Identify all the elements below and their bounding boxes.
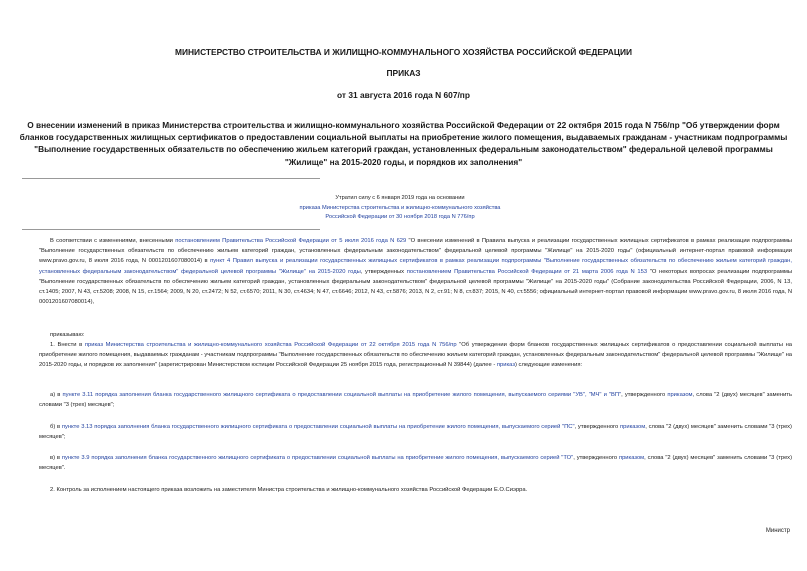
doc-type-heading: ПРИКАЗ [386, 68, 421, 78]
item1-link-1[interactable]: приказ Министерства строительства и жилищно-коммунального хозяйства Российской Федерации от 22 октября 2015 года N 756/пр [84, 342, 457, 348]
signature-title: Министр [765, 528, 790, 534]
preamble-paragraph [39, 236, 792, 307]
void-notice-link-line2[interactable]: приказа Министерства строительства и жилищно-коммунального хозяйства [299, 204, 501, 211]
order-word [39, 330, 792, 340]
suba-link-1[interactable]: пункте 3.11 порядка заполнения бланка государственного жилищного сертификата о предоставлении социальной выплаты на приобретение жилого помещения, выпускаемого сериями "УВ", "МЧ" и "ВП" [62, 392, 622, 398]
subb-text-2: , утвержденного [574, 424, 620, 430]
subject-text-pre: О внесении изменений в [27, 120, 132, 130]
item-1-paragraph [39, 340, 792, 371]
subitem-v-paragraph [39, 453, 792, 473]
divider-bottom [22, 229, 320, 230]
item2-text: 2. Контроль за исполнением настоящего приказа возложить на заместителя Министра строительства и жилищно-коммунального хозяйства Российской Федерации Е.О.Сиэрра. [50, 487, 528, 493]
subb-text-3: , слова "2 (двух) месяцев" заменить словами "3 (трех) месяцев"; [39, 424, 792, 441]
preamble-link-1[interactable]: постановлением Правительства Российской Федерации от 5 июля 2016 года N 629 [175, 238, 407, 244]
order-word-text: приказываю: [50, 332, 85, 338]
preamble-text-4: "О некоторых вопросах реализации подпрограммы "Выполнение государственных обязательств по обеспечению жильем категорий граждан, установленных федеральным законодательством" федеральной целевой программы "Жилище" на 2015-2020 годы" (Собрание законодательства Российской Федерации, 2006, N 13, ст.1405; 2007, N 43, ст.5208; 2008, N 15, ст.1564; 2009, N 20, ст.2472; N 52, ст.6570; 2011, N 30, ст.4634; N 47, ст.6646; 2012, N 43, ст.5876; 2013, N 2, ст.91; N 8, ст.837; 2015, N 40, ст.5556; официальный интернет-портал правовой информации www.pravo.gov.ru, 8 июля 2016 года, N 0001201607080014), [39, 268, 792, 306]
preamble-text-1: В соответствии с изменениями, внесенными [50, 238, 176, 244]
subv-text-2: , утвержденного [573, 455, 619, 461]
suba-text-1: а) в [50, 392, 63, 398]
item1-text-2: "Об утверждении форм бланков государственных жилищных сертификатов о предоставлении социальной выплаты на приобретение жилого помещения, выдаваемых гражданам - участникам подпрограммы "Выполнение государственных обязательств по обеспечению жильем категорий граждан, установленных федеральным законодательством" федеральной целевой программы "Жилище" на 2015-2020 годы, и порядков их заполнения" (зарегистрирован Министерством юстиции Российской Федерации 25 ноября 2015 года, регистрационный N 39844) (далее - [39, 342, 792, 369]
preamble-link-3[interactable]: постановлением Правительства Российской Федерации от 21 марта 2006 года N 153 [406, 268, 648, 275]
suba-text-2: , утвержденного [621, 392, 668, 398]
item1-link-2[interactable]: приказ [496, 362, 516, 369]
subb-text-1: б) в [50, 424, 62, 430]
void-notice [250, 194, 550, 223]
void-notice-line1: Утратил силу с 6 января 2019 года на основании [335, 195, 465, 201]
preamble-text-3: , утвержденных [360, 268, 407, 275]
subv-text-1: в) в [50, 455, 62, 461]
subb-link-2[interactable]: приказом [620, 424, 646, 430]
subitem-a-paragraph [39, 390, 792, 410]
suba-link-2[interactable]: приказом [667, 392, 693, 398]
date-number-heading: от 31 августа 2016 года N 607/пр [337, 90, 470, 100]
subject-text-post: "Об утверждении форм бланков государственных жилищных сертификатов о предоставлении социальной выплаты на приобретение жилого помещения, выдаваемых гражданам - участникам подпрограммы "Выполнение государственных обязательств по обеспечению жильем категорий граждан, установленных федеральным законодательством" федеральной целевой программы "Жилище" на 2015-2020 годы, и порядков их заполнения" [19, 120, 788, 167]
item1-text-1: 1. Внести в [50, 342, 85, 348]
subv-link-1[interactable]: пункте 3.9 порядка заполнения бланка государственного жилищного сертификата о предоставлении социальной выплаты на приобретение жилого помещения, выпускаемого серией "ТО" [61, 455, 574, 461]
preamble-link-2[interactable]: пункт 4 Правил выпуска и реализации государственных жилищных сертификатов в рамках реализации подпрограммы "Выполнение государственных обязательств по обеспечению жильем категорий граждан, установленных федеральным законодательством" федеральной целевой программы "Жилище" на 2015-2020 годы [39, 258, 792, 275]
item1-text-3: ) следующие изменения: [515, 362, 583, 369]
subv-text-3: , слова "2 (двух) месяцев" заменить словами "3 (трех) месяцев". [39, 455, 793, 472]
subject-link[interactable]: приказ Министерства строительства и жилищно-коммунального хозяйства Российской Федерации от 22 октября 2015 года N 756/пр [131, 120, 680, 130]
suba-text-3: , слова "2 (двух) месяцев" заменить словами "3 (трех) месяцев"; [39, 392, 792, 409]
ministry-heading: МИНИСТЕРСТВО СТРОИТЕЛЬСТВА И ЖИЛИЩНО-КОММУНАЛЬНОГО ХОЗЯЙСТВА РОССИЙСКОЙ ФЕДЕРАЦИИ [175, 47, 632, 57]
item-2-paragraph [39, 485, 792, 495]
order-subject [16, 119, 791, 168]
void-notice-link-line3[interactable]: Российской Федерации от 30 ноября 2018 года N 776/пр [325, 214, 475, 221]
subv-link-2[interactable]: приказом [618, 455, 645, 461]
subb-link-1[interactable]: пункте 3.13 порядка заполнения бланка государственного жилищного сертификата о предоставлении социальной выплаты на приобретение жилого помещения, выпускаемого серией "ПС" [61, 424, 575, 430]
preamble-text-2: "О внесении изменений в Правила выпуска и реализации государственных жилищных сертификатов в рамках реализации подпрограммы "Выполнение государственных обязательств по обеспечению жильем категорий граждан, установленных федеральным законодательством" федеральной целевой программы "Жилище" на 2015-2020 годы" (официальный интернет-портал правовой информации www.pravo.gov.ru, 8 июля 2016 года, N 0001201607080014) в [39, 238, 792, 265]
divider-top [22, 178, 320, 179]
subitem-b-paragraph [39, 422, 792, 442]
